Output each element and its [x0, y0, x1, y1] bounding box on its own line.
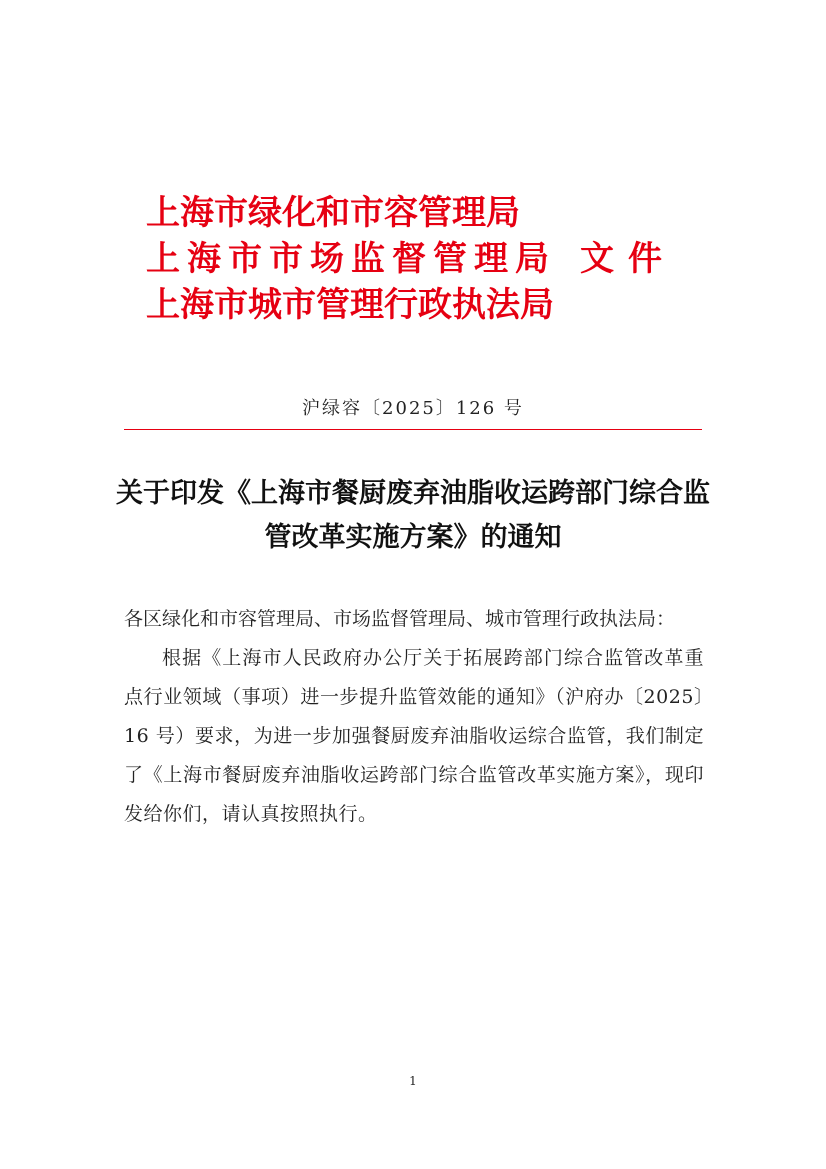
document-number: 沪绿容〔2025〕126 号	[302, 398, 524, 419]
document-word: 文件	[580, 239, 676, 279]
document-body	[124, 600, 704, 834]
issuer-line-1: 上海市绿化和市容管理局	[146, 193, 520, 233]
issuer-header	[146, 190, 786, 328]
document-title: 关于印发《上海市餐厨废弃油脂收运跨部门综合监管改革实施方案》的通知	[116, 478, 710, 553]
issuer-line-3: 上海市城市管理行政执法局	[146, 285, 554, 325]
issuer-line-2	[146, 236, 786, 282]
issuer-name-2: 上海市市场监督管理局	[146, 239, 556, 279]
page-number: 1	[409, 1074, 417, 1088]
body-paragraph: 根据《上海市人民政府办公厅关于拓展跨部门综合监管改革重点行业领域（事项）进一步提升监管效能的通知》（沪府办〔2025〕16 号）要求，为进一步加强餐厨废弃油脂收运综合监管，我们制定了《上海市餐厨废弃油脂收运跨部门综合监管改革实施方案》，现印发给你们，请认真按照执行。	[124, 647, 704, 825]
salutation: 各区绿化和市容管理局、市场监督管理局、城市管理行政执法局：	[124, 608, 676, 630]
red-divider-line	[124, 429, 702, 430]
